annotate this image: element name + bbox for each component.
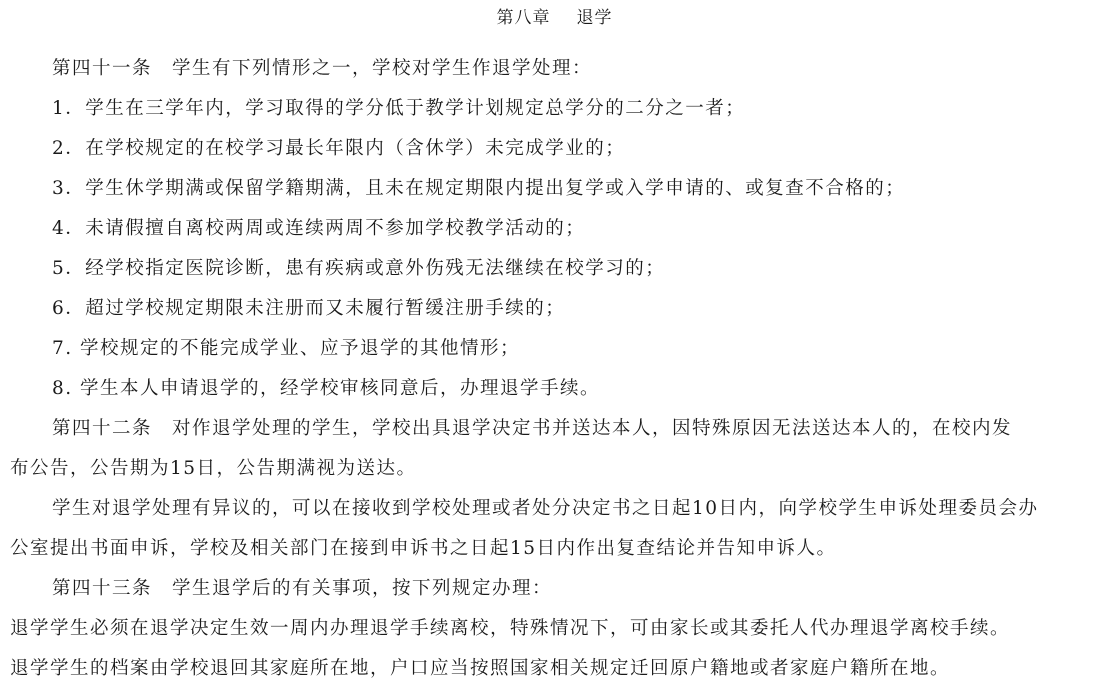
article-43-line1: 退学学生必须在退学决定生效一周内办理退学手续离校，特殊情况下，可由家长或其委托人代办理退学离校手续。 xyxy=(10,618,1011,639)
article-42-para1-line2: 布公告，公告期为15日，公告期满视为送达。 xyxy=(10,458,417,479)
article-41-heading: 第四十一条 学生有下列情形之一，学校对学生作退学处理： xyxy=(52,58,593,79)
article-41-item-2: 2．在学校规定的在校学习最长年限内（含休学）未完成学业的； xyxy=(52,138,626,159)
chapter-title xyxy=(0,6,1109,30)
article-42-para1-line1: 第四十二条 对作退学处理的学生，学校出具退学决定书并送达本人，因特殊原因无法送达本人的，在校内发 xyxy=(52,418,1013,439)
article-41-item-4: 4．未请假擅自离校两周或连续两周不参加学校教学活动的； xyxy=(52,218,586,239)
article-41-item-6: 6．超过学校规定期限未注册而又未履行暂缓注册手续的； xyxy=(52,298,566,319)
chapter-name: 退学 xyxy=(576,8,613,28)
article-42-para2-line2: 公室提出书面申诉，学校及相关部门在接到申诉书之日起15日内作出复查结论并告知申诉人。 xyxy=(10,538,837,559)
article-43-line2: 退学学生的档案由学校退回其家庭所在地，户口应当按照国家相关规定迁回原户籍地或者家庭户籍所在地。 xyxy=(10,658,951,679)
article-41-item-1: 1．学生在三学年内，学习取得的学分低于教学计划规定总学分的二分之一者； xyxy=(52,98,746,119)
article-41-item-5: 5．经学校指定医院诊断，患有疾病或意外伤残无法继续在校学习的； xyxy=(52,258,666,279)
article-41-item-3: 3．学生休学期满或保留学籍期满，且未在规定期限内提出复学或入学申请的、或复查不合格的； xyxy=(52,178,906,199)
article-43-heading: 第四十三条 学生退学后的有关事项，按下列规定办理： xyxy=(52,578,553,599)
chapter-number: 第八章 xyxy=(496,8,551,28)
article-41-item-8: 8. 学生本人申请退学的，经学校审核同意后，办理退学手续。 xyxy=(52,378,601,399)
article-41-item-7: 7. 学校规定的不能完成学业、应予退学的其他情形； xyxy=(52,338,521,359)
article-42-para2-line1: 学生对退学处理有异议的，可以在接收到学校处理或者处分决定书之日起10日内，向学校学生申诉处理委员会办 xyxy=(52,498,1039,519)
